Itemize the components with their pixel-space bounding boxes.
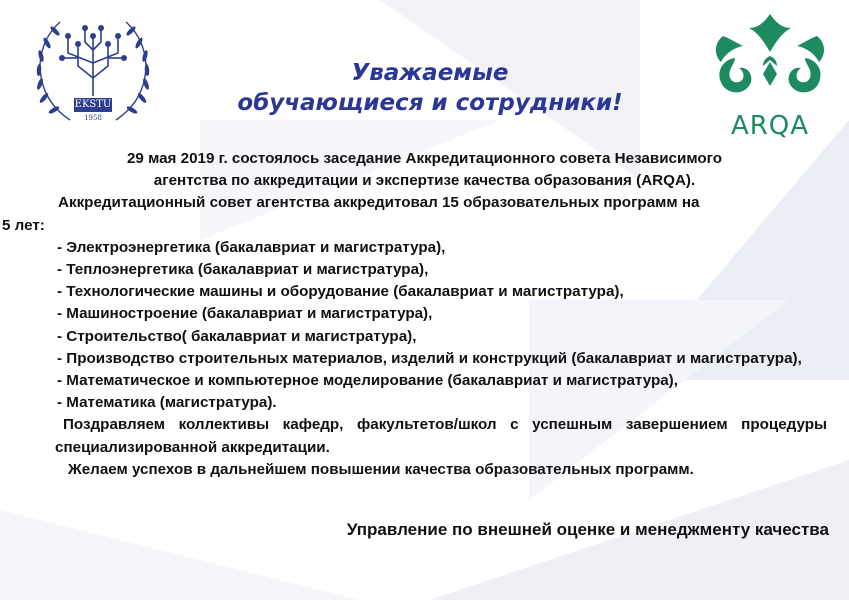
program-item: - Теплоэнергетика (бакалавриат и магистратура), bbox=[57, 261, 429, 279]
program-item: - Строительство( бакалавриат и магистратура), bbox=[57, 327, 417, 345]
program-item: - Математическое и компьютерное моделирование (бакалавриат и магистратура), bbox=[57, 372, 678, 390]
ekstu-logo bbox=[18, 8, 168, 136]
intro-line-2: агентства по аккредитации и экспертизе качества образования (ARQA). bbox=[153, 172, 696, 190]
program-item: - Математика (магистратура). bbox=[57, 394, 277, 412]
announcement-body bbox=[0, 148, 849, 481]
program-item: - Электроэнергетика (бакалавриат и магистратура), bbox=[57, 238, 446, 256]
program-item: - Производство строительных материалов, изделий и конструкций (бакалавриат и магистратура), bbox=[57, 349, 802, 367]
page-heading bbox=[180, 58, 680, 118]
program-item: - Машиностроение (бакалавриат и магистратура), bbox=[57, 305, 433, 323]
ekstu-logo-year: 1958 bbox=[84, 114, 102, 122]
arqa-logo-name: ARQA bbox=[730, 111, 810, 141]
intro-line-1: 29 мая 2019 г. состоялось заседание Аккредитационного совета Независимого bbox=[126, 150, 723, 167]
heading-line-2: обучающиеся и сотрудники! bbox=[237, 90, 623, 116]
heading-line-1: Уважаемые bbox=[351, 60, 509, 86]
congrats-paragraph: Поздравляем коллективы кафедр, факультетов/школ с успешным завершением процедуры специализированной аккредитации. bbox=[55, 416, 827, 456]
ekstu-logo-name: EKSTU bbox=[74, 99, 112, 110]
signature: Управление по внешней оценке и менеджменту качества bbox=[346, 520, 829, 539]
intro-line-3: Аккредитационный совет агентства аккредитовал 15 образовательных программ на bbox=[58, 194, 700, 212]
program-item: - Технологические машины и оборудование (бакалавриат и магистратура), bbox=[57, 283, 624, 301]
arqa-logo bbox=[705, 6, 835, 141]
intro-line-4: 5 лет: bbox=[2, 216, 45, 234]
wishes-paragraph: Желаем успехов в дальнейшем повышении качества образовательных программ. bbox=[68, 460, 694, 478]
